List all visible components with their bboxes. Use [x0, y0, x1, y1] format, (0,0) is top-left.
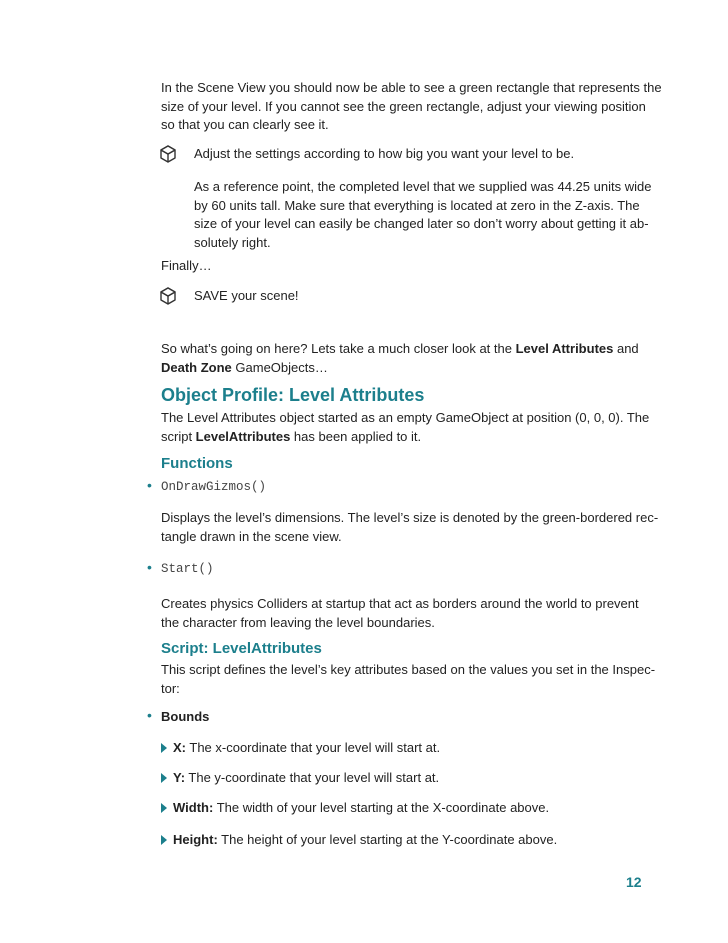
- triangle-arrow-icon: [161, 835, 167, 845]
- subheading-functions: Functions: [161, 455, 233, 472]
- function-description: Creates physics Colliders at startup that act as borders around the world to prevent the character from leaving the level boundaries.: [161, 596, 639, 630]
- triangle-arrow-icon: [161, 743, 167, 753]
- note-line: size of your level can easily be changed later so don’t worry about getting it ab-: [194, 216, 649, 231]
- section-heading-object-profile: Object Profile: Level Attributes: [161, 385, 425, 405]
- intro-line: size of your level. If you cannot see the green rectangle, adjust your viewing position: [161, 98, 646, 114]
- unity-logo-icon: [158, 144, 178, 164]
- script-paragraph: This script defines the level’s key attributes based on the values you set in the Inspec- tor:: [161, 662, 656, 696]
- function-description: Displays the level’s dimensions. The level’s size is denoted by the green-bordered rec- tangle drawn in the scene view.: [161, 510, 659, 544]
- intro-line: In the Scene View you should now be able to see a green rectangle that represents the: [161, 80, 662, 95]
- note-line: solutely right.: [194, 234, 271, 250]
- level-attributes-script-term: LevelAttributes: [195, 428, 291, 444]
- finally-text: Finally…: [161, 258, 212, 273]
- intro-paragraph: [161, 79, 662, 135]
- triangle-arrow-icon: [161, 803, 167, 813]
- step-save-scene: SAVE your scene!: [194, 288, 299, 303]
- death-zone-term: Death Zone: [161, 359, 232, 375]
- bullet-dot: •: [147, 707, 152, 723]
- triangle-arrow-icon: [161, 773, 167, 783]
- function-name: OnDrawGizmos(): [161, 480, 267, 494]
- step-adjust-settings: Adjust the settings according to how big you want your level to be.: [194, 146, 575, 161]
- bounds-prop-x: X: The x-coordinate that your level will start at.: [161, 739, 440, 758]
- closer-look-paragraph: So what’s going on here? Lets take a much closer look at the Level Attributes and Death Zone GameObjects…: [161, 341, 639, 375]
- bounds-prop-width: Width: The width of your level starting at the X-coordinate above.: [161, 799, 549, 818]
- bullet-dot: •: [147, 559, 152, 575]
- profile-paragraph: The Level Attributes object started as an empty GameObject at position (0, 0, 0). The script LevelAttributes has been applied to it.: [161, 410, 650, 444]
- page-number: 12: [626, 874, 642, 890]
- bounds-prop-height: Height: The height of your level starting at the Y-coordinate above.: [161, 831, 557, 850]
- bounds-prop-y: Y: The y-coordinate that your level will start at.: [161, 769, 439, 788]
- unity-logo-icon: [158, 286, 178, 306]
- level-attributes-term: Level Attributes: [515, 341, 614, 356]
- bounds-label: Bounds: [161, 709, 210, 724]
- note-line: by 60 units tall. Make sure that everything is located at zero in the Z-axis. The: [194, 197, 640, 213]
- reference-note: [194, 178, 651, 252]
- function-name: Start(): [161, 562, 214, 576]
- bullet-dot: •: [147, 477, 152, 493]
- subheading-script: Script: LevelAttributes: [161, 640, 322, 657]
- intro-line: so that you can clearly see it.: [161, 117, 329, 132]
- note-line: As a reference point, the completed level that we supplied was 44.25 units wide: [194, 179, 652, 194]
